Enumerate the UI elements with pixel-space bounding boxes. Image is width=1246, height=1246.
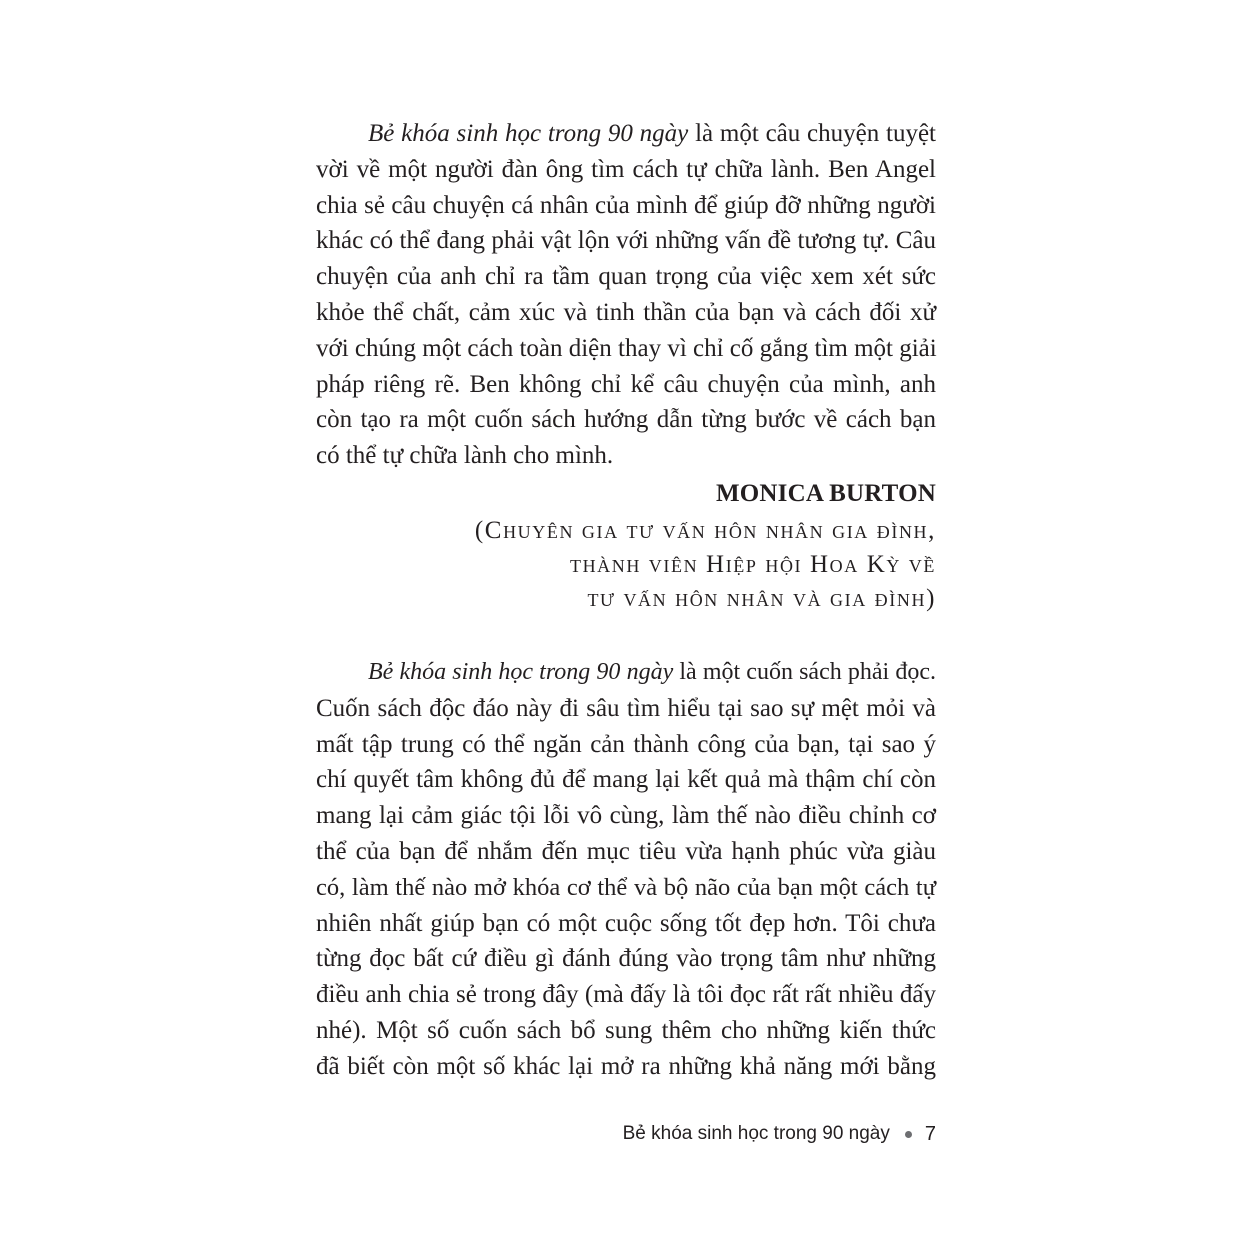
line-text: có thể tự chữa lành cho mình. (316, 442, 614, 470)
text-line (316, 655, 936, 691)
text-line (316, 870, 936, 906)
text-line (316, 331, 936, 367)
line-text: từng đọc bất cứ điều gì đánh đúng vào trọng tâm như những (316, 945, 936, 973)
text-line (316, 367, 936, 403)
line-text: chia sẻ câu chuyện cá nhân của mình để giúp đỡ những người (316, 191, 936, 219)
line-text: pháp riêng rẽ. Ben không chỉ kể câu chuyện của mình, anh (316, 370, 936, 398)
reviewer-name: MONICA BURTON (715, 480, 936, 507)
bullet-separator-icon (905, 1131, 912, 1138)
text-line (316, 116, 936, 152)
line-text: khác có thể đang phải vật lộn với những vấn đề tương tự. Câu (316, 227, 936, 255)
text-line (316, 223, 936, 259)
text-line (316, 727, 936, 763)
text-line (316, 152, 936, 188)
line-text: có, làm thế nào mở khóa cơ thể và bộ não của bạn một cách tự (316, 873, 936, 901)
line-text: nhiên nhất giúp bạn có một cuộc sống tốt đẹp hơn. Tôi chưa (316, 909, 936, 937)
text-line (316, 977, 936, 1013)
line-text: với chúng một cách toàn diện thay vì chỉ cố gắng tìm một giải (316, 334, 937, 362)
text-line (316, 762, 936, 798)
text-line (316, 691, 936, 727)
line-text: mang lại cảm giác tội lỗi vô cùng, làm thế nào điều chỉnh cơ (316, 802, 936, 830)
text-line (316, 438, 936, 474)
line-text: vời về một người đàn ông tìm cách tự chữa lành. Ben Angel (316, 155, 936, 183)
line-text: là một cuốn sách phải đọc. (673, 659, 936, 685)
text-line (316, 1013, 936, 1049)
text-line (316, 295, 936, 331)
text-line (316, 1049, 936, 1085)
line-text: là một câu chuyện tuyệt (688, 120, 937, 147)
line-text: chuyện của anh chỉ ra tầm quan trọng của việc xem xét sức (316, 263, 936, 291)
line-text: thể của bạn để nhắm đến mục tiêu vừa hạnh phúc vừa giàu (316, 837, 936, 865)
review-paragraph-2 (316, 655, 936, 1085)
line-text: Cuốn sách độc đáo này đi sâu tìm hiểu tại sao sự mệt mỏi và (316, 694, 936, 722)
line-text: còn tạo ra một cuốn sách hướng dẫn từng bước về cách bạn (316, 406, 936, 434)
page-number: 7 (924, 1123, 936, 1145)
line-text: mất tập trung có thể ngăn cản thành công của bạn, tại sao ý (316, 730, 936, 758)
line-text: khỏe thể chất, cảm xúc và tinh thần của bạn và cách đối xử (316, 298, 936, 326)
review-paragraph-1 (316, 116, 936, 474)
text-line (316, 798, 936, 834)
line-text: chí quyết tâm không đủ để mang lại kết quả mà thậm chí còn (316, 766, 936, 794)
running-title: Bẻ khóa sinh học trong 90 ngày (622, 1123, 890, 1144)
text-line (316, 402, 936, 438)
text-line (316, 906, 936, 942)
line-text: điều anh chia sẻ trong đây (mà đấy là tôi đọc rất rất nhiều đấy (316, 981, 936, 1009)
line-text: đã biết còn một số khác lại mở ra những khả năng mới bằng (316, 1052, 936, 1080)
line-text: nhé). Một số cuốn sách bổ sung thêm cho những kiến thức (316, 1016, 936, 1044)
credential-line: (Chuyên gia tư vấn hôn nhân gia đình, (474, 517, 936, 544)
book-title-italic: Bẻ khóa sinh học trong 90 ngày (368, 659, 674, 685)
credential-line: thành viên Hiệp hội Hoa Kỳ về (569, 551, 936, 578)
text-line (316, 941, 936, 977)
text-line (316, 188, 936, 224)
credential-line: tư vấn hôn nhân và gia đình) (587, 585, 936, 612)
text-line (316, 259, 936, 295)
book-title-italic: Bẻ khóa sinh học trong 90 ngày (368, 120, 689, 147)
text-line (316, 834, 936, 870)
page-footer (623, 1122, 936, 1146)
reviewer-credentials (475, 514, 936, 616)
